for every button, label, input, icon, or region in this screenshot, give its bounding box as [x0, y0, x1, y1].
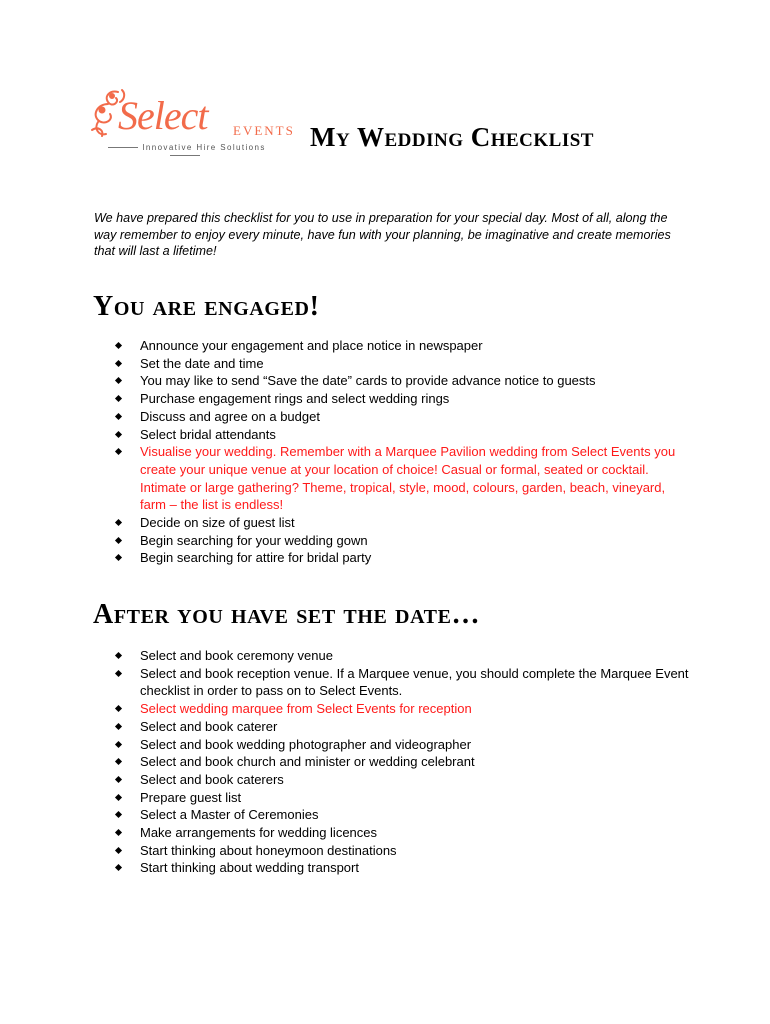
diamond-bullet-icon — [115, 395, 122, 402]
checklist-item — [110, 514, 690, 532]
checklist-item-text: Select and book wedding photographer and videographer — [140, 736, 472, 752]
diamond-bullet-icon — [115, 430, 122, 437]
checklist-item-highlighted — [110, 443, 690, 514]
diamond-bullet-icon — [115, 537, 122, 544]
diamond-bullet-icon — [115, 758, 122, 765]
checklist-item — [110, 426, 690, 444]
checklist-item-text: Begin searching for your wedding gown — [140, 532, 368, 548]
checklist-item-text: Select and book church and minister or wedding celebrant — [140, 754, 475, 770]
checklist-item-text: Decide on size of guest list — [140, 515, 295, 531]
checklist-item-text: Select bridal attendants — [140, 426, 276, 442]
diamond-bullet-icon — [115, 377, 122, 384]
logo-events-text: EVENTS — [233, 123, 295, 138]
diamond-bullet-icon — [115, 864, 122, 871]
checklist-item-text: Select a Master of Ceremonies — [140, 807, 319, 823]
checklist-item-text: Discuss and agree on a budget — [140, 408, 320, 424]
checklist-item — [110, 532, 690, 550]
checklist-item-text: Select and book reception venue. If a Marquee venue, you should complete the Marquee Event checklist in order to pass on to Select Events. — [140, 665, 689, 699]
checklist-item-text: You may like to send “Save the date” cards to provide advance notice to guests — [140, 373, 596, 389]
intro-paragraph: We have prepared this checklist for you to use in preparation for your special day. Most of all, along the way remember to enjoy every minute, have fun with your planning, be imaginative and create memories that will last a lifetime! — [94, 211, 671, 258]
checklist-engaged — [110, 337, 690, 567]
checklist-item-text: Visualise your wedding. Remember with a Marquee Pavilion wedding from Select Events you create your unique venue at your location of choice! Casual or formal, seated or cocktail. Intimate or large gathering? Theme, tropical, style, mood, colours, garden, beach, vineyard, farm – the list is endless! — [140, 444, 676, 513]
diamond-bullet-icon — [115, 360, 122, 367]
checklist-item-text: Announce your engagement and place notice in newspaper — [140, 338, 483, 353]
diamond-bullet-icon — [115, 776, 122, 783]
checklist-item-text: Select and book ceremony venue — [140, 648, 333, 663]
diamond-bullet-icon — [115, 413, 122, 420]
checklist-item — [110, 806, 690, 824]
diamond-bullet-icon — [115, 847, 122, 854]
diamond-bullet-icon — [115, 811, 122, 818]
diamond-bullet-icon — [115, 723, 122, 730]
select-events-logo — [88, 86, 295, 158]
checklist-item-highlighted — [110, 700, 690, 718]
diamond-bullet-icon — [115, 448, 122, 455]
checklist-item-text: Start thinking about honeymoon destinations — [140, 842, 397, 858]
diamond-bullet-icon — [115, 740, 122, 747]
logo-tagline: Innovative Hire Solutions — [90, 144, 280, 160]
section-heading-after-date: After you have set the date… — [93, 599, 481, 630]
checklist-item — [110, 372, 690, 390]
document-title: My Wedding Checklist — [310, 122, 594, 152]
checklist-item-text: Prepare guest list — [140, 789, 242, 805]
checklist-item — [110, 647, 690, 665]
diamond-bullet-icon — [115, 794, 122, 801]
checklist-item — [110, 789, 690, 807]
diamond-bullet-icon — [115, 519, 122, 526]
checklist-item — [110, 753, 690, 771]
diamond-bullet-icon — [115, 342, 122, 349]
checklist-item — [110, 549, 690, 567]
diamond-bullet-icon — [115, 652, 122, 659]
checklist-item — [110, 718, 690, 736]
section-heading-engaged: You are engaged! — [93, 291, 320, 322]
checklist-item-text: Start thinking about wedding transport — [140, 860, 359, 876]
logo-brand-text: Select — [118, 93, 208, 138]
checklist-item — [110, 859, 690, 877]
diamond-bullet-icon — [115, 829, 122, 836]
checklist-item-text: Make arrangements for wedding licences — [140, 825, 378, 841]
checklist-item — [110, 842, 690, 860]
checklist-item-text: Select and book caterers — [140, 771, 284, 787]
diamond-bullet-icon — [115, 705, 122, 712]
checklist-item — [110, 390, 690, 408]
checklist-item — [110, 771, 690, 789]
checklist-item-text: Select wedding marquee from Select Events for reception — [140, 701, 472, 717]
checklist-item — [110, 665, 690, 700]
checklist-item — [110, 355, 690, 373]
checklist-item — [110, 824, 690, 842]
checklist-item — [110, 408, 690, 426]
diamond-bullet-icon — [115, 670, 122, 677]
checklist-item — [110, 337, 690, 355]
checklist-item — [110, 736, 690, 754]
checklist-item-text: Purchase engagement rings and select wedding rings — [140, 391, 450, 407]
checklist-item-text: Set the date and time — [140, 355, 264, 371]
checklist-item-text: Begin searching for attire for bridal party — [140, 550, 372, 566]
checklist-item-text: Select and book caterer — [140, 718, 278, 734]
checklist-after-date — [110, 647, 690, 877]
diamond-bullet-icon — [115, 554, 122, 561]
